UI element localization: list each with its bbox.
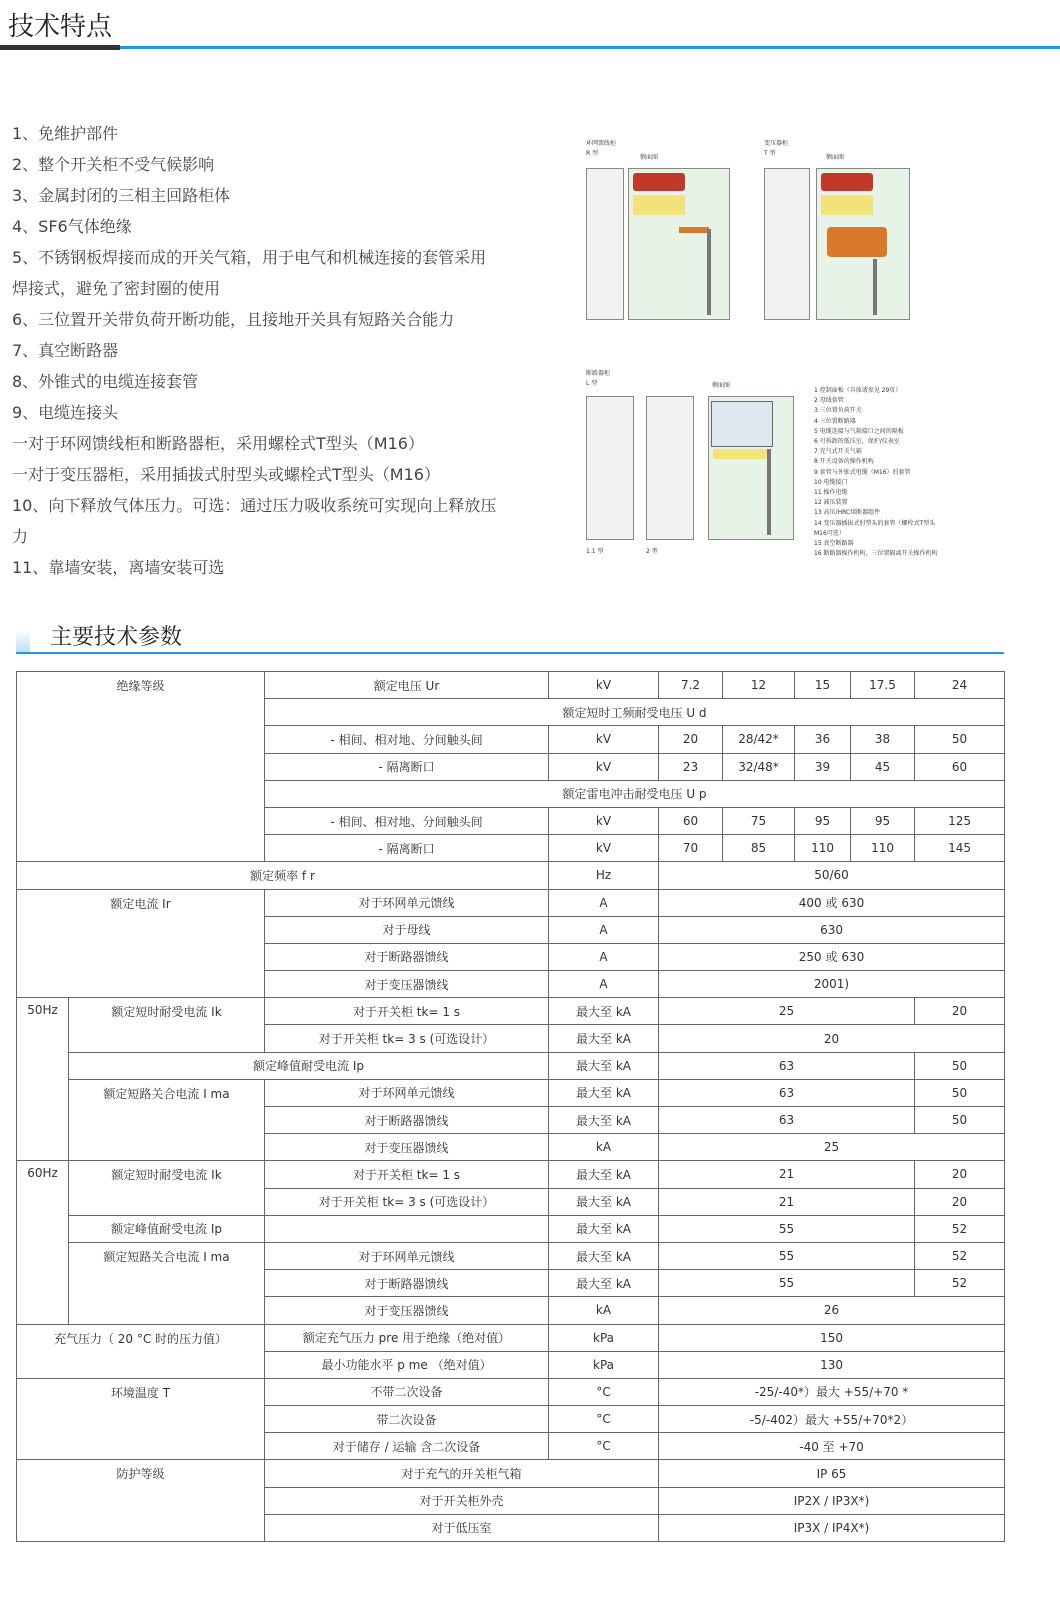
table-row: [17, 998, 1005, 1025]
table-cell: 对于充气的开关柜气箱: [265, 1460, 659, 1487]
table-cell: 对于储存 / 运输 含二次设备: [265, 1433, 549, 1460]
diagram-label: R 型: [586, 150, 599, 157]
table-cell: 50: [915, 726, 1005, 753]
table-cell: 60: [659, 807, 723, 834]
table-cell: 20: [915, 1161, 1005, 1188]
table-cell: 对于开关柜 tk= 3 s (可选设计）: [265, 1188, 549, 1215]
table-cell: 75: [723, 807, 795, 834]
table-cell: 21: [659, 1161, 915, 1188]
table-cell: 26: [659, 1297, 1005, 1324]
section-title-features: 技术特点: [8, 12, 113, 42]
diagram-label: 侧面图: [826, 154, 845, 161]
table-cell: 55: [659, 1215, 915, 1242]
table-cell: 充气压力（ 20 °C 时的压力值）: [17, 1324, 265, 1378]
table-cell: 对于断路器馈线: [265, 943, 549, 970]
table-cell: kV: [549, 807, 659, 834]
table-row: [17, 1242, 1005, 1269]
table-cell: 21: [659, 1188, 915, 1215]
table-cell: 50Hz: [17, 998, 69, 1161]
table-cell: 125: [915, 807, 1005, 834]
table-cell: 对于开关柜 tk= 1 s: [265, 998, 549, 1025]
table-cell: °C: [549, 1433, 659, 1460]
table-cell: 最大至 kA: [549, 1107, 659, 1134]
diagram-label: 2 型: [646, 548, 658, 555]
diagram-label: T 型: [764, 150, 776, 157]
feature-item: 10、向下释放气体压力。可选：通过压力吸收系统可实现向上释放压力: [12, 496, 497, 546]
table-cell: 最大至 kA: [549, 1079, 659, 1106]
table-cell: - 相间、相对地、分间触头间: [265, 807, 549, 834]
table-cell: 2001): [659, 971, 1005, 998]
diagram-label: 1.1 型: [586, 548, 604, 555]
feature-item: 2、整个开关柜不受气候影响: [12, 155, 215, 174]
table-cell: 17.5: [851, 672, 915, 699]
table-cell: 50: [915, 1052, 1005, 1079]
table-cell: 7.2: [659, 672, 723, 699]
table-cell: 39: [795, 753, 851, 780]
table-cell: 额定短时耐受电流 Ik: [69, 1161, 265, 1215]
feature-item: 7、真空断路器: [12, 341, 119, 360]
table-cell: 52: [915, 1242, 1005, 1269]
table-cell: 70: [659, 835, 723, 862]
diagram-label: 断路器柜: [586, 370, 611, 377]
table-row: [17, 1215, 1005, 1242]
tech-params-table: [16, 671, 1005, 1542]
table-cell: 最小功能水平 p me （绝对值）: [265, 1351, 549, 1378]
table-cell: 52: [915, 1270, 1005, 1297]
table-row: [17, 862, 1005, 889]
table-row: [17, 1324, 1005, 1351]
table-cell: 对于环网单元馈线: [265, 1242, 549, 1269]
table-cell: 最大至 kA: [549, 1161, 659, 1188]
table-cell: 绝缘等级: [17, 672, 265, 862]
table-cell: kV: [549, 726, 659, 753]
cabinet-front-view: [764, 168, 810, 320]
feature-item: 9、电缆连接头: [12, 403, 119, 422]
table-cell: 50: [915, 1079, 1005, 1106]
table-cell: 32/48*: [723, 753, 795, 780]
table-cell: 63: [659, 1079, 915, 1106]
table-cell: 20: [659, 726, 723, 753]
table-row: [17, 889, 1005, 916]
table-cell: -40 至 +70: [659, 1433, 1005, 1460]
table-cell: 25: [659, 1134, 1005, 1161]
table-cell: 额定电压 Ur: [265, 672, 549, 699]
table-cell: 最大至 kA: [549, 1188, 659, 1215]
table-cell: 15: [795, 672, 851, 699]
table-cell: 85: [723, 835, 795, 862]
title-underline-accent: [0, 45, 120, 50]
section-underline: [16, 652, 1004, 654]
table-cell: IP3X / IP4X*): [659, 1514, 1005, 1541]
feature-item: 6、三位置开关带负荷开断功能，且接地开关具有短路关合能力: [12, 310, 455, 329]
table-cell: 63: [659, 1107, 915, 1134]
table-cell: 对于开关柜 tk= 3 s (可选设计）: [265, 1025, 549, 1052]
table-row: [17, 1052, 1005, 1079]
diagram-label: L 型: [586, 380, 598, 387]
table-cell: 110: [795, 835, 851, 862]
table-cell: 145: [915, 835, 1005, 862]
cabinet-front-view: [586, 168, 624, 320]
table-cell: 36: [795, 726, 851, 753]
table-cell: 对于环网单元馈线: [265, 1079, 549, 1106]
table-cell: 额定短时工频耐受电压 U d: [265, 699, 1005, 726]
table-cell: 最大至 kA: [549, 1052, 659, 1079]
table-cell: 对于环网单元馈线: [265, 889, 549, 916]
diagram-legend: 1 控制面板（具体请参见 29页） 2 母线套管 3 三位置负荷开关 4 三位置断路器 5 电缆连接与气箱接口之间的隔板 6 可拆卸的低压室，保护/仪表室 7 充气式开关气箱 8 开关设备的操作机构 9 套管与外锥式电缆（M16）的套管 10 电缆接门 11 操作电缆 12 减压装置 13 高压/HRC熔断器组件 14 变压器插拔式肘型头的套管（螺栓式T型头 M16可选） 15 真空断路器 16 断路器操作机构，三位置隔离开关操作机构: [814, 387, 938, 558]
feature-item: 一对于环网馈线柜和断路器柜，采用螺栓式T型头（M16）: [12, 434, 424, 453]
table-cell: °C: [549, 1406, 659, 1433]
table-cell: 最大至 kA: [549, 998, 659, 1025]
table-cell: 63: [659, 1052, 915, 1079]
table-cell: A: [549, 916, 659, 943]
table-cell: kV: [549, 835, 659, 862]
section-title-params: 主要技术参数: [50, 625, 183, 650]
table-cell: Hz: [549, 862, 659, 889]
table-cell: 50: [915, 1107, 1005, 1134]
table-cell: 60: [915, 753, 1005, 780]
feature-item: 5、不锈钢板焊接而成的开关气箱，用于电气和机械连接的套管采用焊接式，避免了密封圈的使用: [12, 248, 487, 298]
table-cell: 额定短路关合电流 I ma: [69, 1079, 265, 1161]
feature-item: 4、SF6气体绝缘: [12, 217, 132, 236]
cabinet-front-view: [646, 396, 694, 540]
feature-item: 3、金属封闭的三相主回路柜体: [12, 186, 231, 205]
table-cell: 环境温度 T: [17, 1378, 265, 1460]
table-cell: kV: [549, 672, 659, 699]
table-cell: - 相间、相对地、分间触头间: [265, 726, 549, 753]
table-row: [17, 1161, 1005, 1188]
table-cell: 对于开关柜 tk= 1 s: [265, 1161, 549, 1188]
table-cell: IP 65: [659, 1460, 1005, 1487]
table-cell: 20: [915, 998, 1005, 1025]
table-cell: 对于母线: [265, 916, 549, 943]
feature-list: [12, 118, 502, 583]
title-underline: [0, 46, 1060, 49]
table-cell: 150: [659, 1324, 1005, 1351]
table-cell: 400 或 630: [659, 889, 1005, 916]
table-cell: 额定电流 Ir: [17, 889, 265, 998]
table-cell: 带二次设备: [265, 1406, 549, 1433]
table-cell: 52: [915, 1215, 1005, 1242]
feature-item: 1、免维护部件: [12, 124, 119, 143]
table-cell: 95: [795, 807, 851, 834]
table-cell: 20: [659, 1025, 1005, 1052]
table-cell: 对于变压器馈线: [265, 1134, 549, 1161]
section-marker-icon: [16, 630, 30, 652]
table-cell: 23: [659, 753, 723, 780]
table-cell: 最大至 kA: [549, 1270, 659, 1297]
table-cell: A: [549, 889, 659, 916]
table-cell: 对于开关柜外壳: [265, 1487, 659, 1514]
table-cell: A: [549, 971, 659, 998]
table-cell: IP2X / IP3X*): [659, 1487, 1005, 1514]
table-row: [17, 1378, 1005, 1405]
table-cell: A: [549, 943, 659, 970]
table-cell: kV: [549, 753, 659, 780]
cabinet-side-view: [628, 168, 730, 320]
diagram-label: 变压器柜: [764, 140, 789, 147]
table-cell: - 隔离断口: [265, 753, 549, 780]
table-cell: 95: [851, 807, 915, 834]
table-cell: - 隔离断口: [265, 835, 549, 862]
feature-item: 8、外锥式的电缆连接套管: [12, 372, 199, 391]
table-cell: 38: [851, 726, 915, 753]
table-cell: 额定短路关合电流 I ma: [69, 1242, 265, 1324]
table-cell: 630: [659, 916, 1005, 943]
feature-item: 11、靠墙安装，离墙安装可选: [12, 558, 225, 577]
cabinet-side-view: [816, 168, 910, 320]
table-cell: 额定频率 f r: [17, 862, 549, 889]
table-cell: °C: [549, 1378, 659, 1405]
table-cell: 130: [659, 1351, 1005, 1378]
table-cell: 防护等级: [17, 1460, 265, 1542]
table-cell: [265, 1215, 549, 1242]
diagram-label: 侧面图: [712, 382, 731, 389]
table-cell: 对于断路器馈线: [265, 1107, 549, 1134]
table-cell: 60Hz: [17, 1161, 69, 1324]
table-cell: 110: [851, 835, 915, 862]
table-cell: 20: [915, 1188, 1005, 1215]
diagram-label: 环网馈线柜: [586, 140, 617, 147]
table-cell: kA: [549, 1297, 659, 1324]
table-cell: -25/-40*）最大 +55/+70 *: [659, 1378, 1005, 1405]
table-cell: kPa: [549, 1351, 659, 1378]
table-cell: 最大至 kA: [549, 1215, 659, 1242]
table-cell: 对于变压器馈线: [265, 1297, 549, 1324]
cabinet-side-view: [708, 396, 794, 540]
table-cell: 12: [723, 672, 795, 699]
table-cell: 最大至 kA: [549, 1025, 659, 1052]
table-cell: 额定峰值耐受电流 Ip: [69, 1215, 265, 1242]
table-cell: 额定短时耐受电流 Ik: [69, 998, 265, 1052]
table-cell: 55: [659, 1270, 915, 1297]
cabinet-front-view: [586, 396, 634, 540]
table-cell: 24: [915, 672, 1005, 699]
table-row: [17, 1079, 1005, 1106]
table-cell: 45: [851, 753, 915, 780]
table-cell: 最大至 kA: [549, 1242, 659, 1269]
table-cell: 额定峰值耐受电流 Ip: [69, 1052, 549, 1079]
table-cell: 额定充气压力 pre 用于绝缘（绝对值）: [265, 1324, 549, 1351]
table-cell: -5/-402）最大 +55/+70*2）: [659, 1406, 1005, 1433]
table-row: [17, 672, 1005, 699]
table-cell: 对于断路器馈线: [265, 1270, 549, 1297]
table-cell: 50/60: [659, 862, 1005, 889]
table-cell: 25: [659, 998, 915, 1025]
table-cell: 对于变压器馈线: [265, 971, 549, 998]
table-cell: 额定雷电冲击耐受电压 U p: [265, 780, 1005, 807]
table-cell: 对于低压室: [265, 1514, 659, 1541]
table-cell: 28/42*: [723, 726, 795, 753]
table-cell: 55: [659, 1242, 915, 1269]
table-cell: 不带二次设备: [265, 1378, 549, 1405]
feature-item: 一对于变压器柜，采用插拔式肘型头或螺栓式T型头（M16）: [12, 465, 440, 484]
table-cell: kA: [549, 1134, 659, 1161]
table-row: [17, 1460, 1005, 1487]
diagram-label: 侧面图: [640, 154, 659, 161]
table-cell: kPa: [549, 1324, 659, 1351]
table-cell: 250 或 630: [659, 943, 1005, 970]
